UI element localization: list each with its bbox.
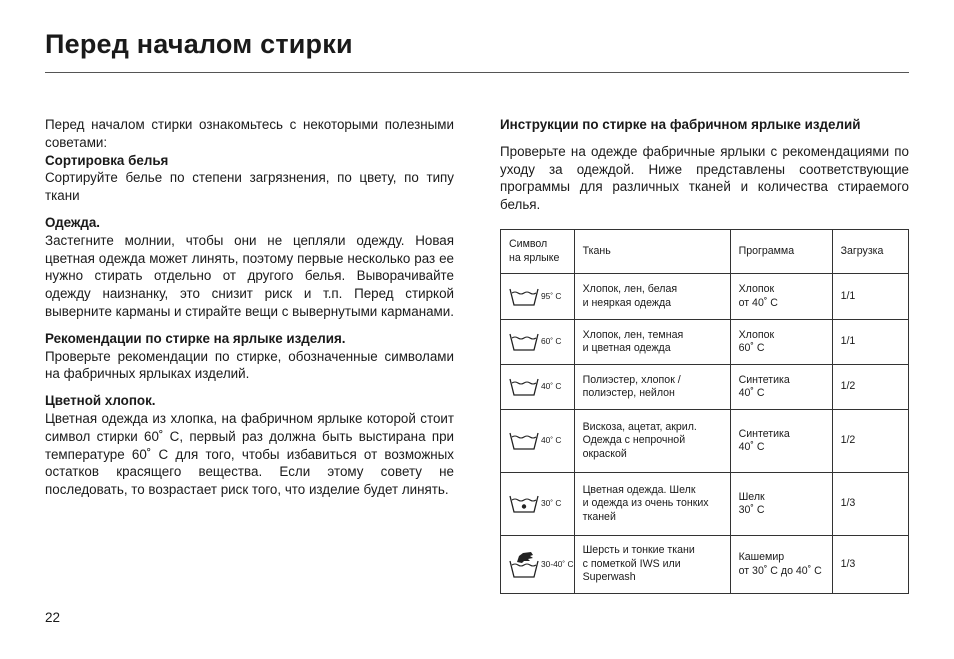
wash-tub-dot-icon	[509, 495, 539, 513]
section-label-recommendations	[45, 330, 454, 383]
fabric-cell: Шерсть и тонкие ткани с пометкой IWS или Superwash	[574, 536, 730, 594]
column-header-fabric: Ткань	[574, 230, 730, 274]
temperature-label: 30-40˚ C	[541, 558, 574, 569]
intro-text: Перед началом стирки ознакомьтесь с некоторыми полезными советами:	[45, 117, 454, 150]
program-cell: Хлопок 60˚ С	[730, 320, 832, 365]
section-text: Сортируйте белье по степени загрязнения, по цвету, по типу ткани	[45, 170, 454, 204]
load-cell: 1/3	[832, 473, 908, 536]
table-row	[501, 536, 909, 594]
program-cell: Хлопок от 40˚ С	[730, 274, 832, 320]
symbol-cell	[501, 536, 575, 594]
temperature-label: 40˚ C	[541, 381, 562, 392]
fabric-cell: Вискоза, ацетат, акрил. Одежда с непрочной окраской	[574, 410, 730, 473]
program-cell: Шелк 30˚ С	[730, 473, 832, 536]
program-cell: Синтетика 40˚ С	[730, 410, 832, 473]
table-row	[501, 320, 909, 365]
right-column	[500, 116, 909, 214]
table-row	[501, 410, 909, 473]
load-cell: 1/1	[832, 320, 908, 365]
page-number: 22	[45, 610, 61, 625]
instructions-text: Проверьте на одежде фабричные ярлыки с рекомендациями по уходу за одеждой. Ниже представлены соответствующие программы для различных тканей и количества стираемого белья.	[500, 143, 909, 213]
wash-tub-icon	[509, 288, 539, 306]
section-colored-cotton	[45, 392, 454, 499]
section-sorting	[45, 152, 454, 205]
page-title: Перед началом стирки	[45, 29, 353, 59]
section-heading: Цветной хлопок.	[45, 393, 156, 409]
symbol-cell	[501, 365, 575, 410]
section-text: Цветная одежда из хлопка, на фабричном ярлыке которой стоит символ стирки 60˚ С, первый раз должна быть выстирана при температуре 60˚ С для того, чтобы избавиться от возможных остатков красящего вещества. Если этому совету не последовать, то возрастает риск того, что изделие будет линять.	[45, 410, 454, 498]
left-column	[45, 116, 454, 508]
hand-wash-icon	[509, 552, 539, 578]
section-heading: Сортировка белья	[45, 152, 169, 168]
section-text: Проверьте рекомендации по стирке, обозначенные символами на фабричных ярлыках изделий.	[45, 348, 454, 382]
table-row	[501, 274, 909, 320]
load-cell: 1/2	[832, 365, 908, 410]
section-text: Застегните молнии, чтобы они не цепляли одежду. Новая цветная одежда может линять, поэтому первые несколько раз ее нужно стирать отдельно от другого белья. Выворачивайте одежду наизнанку, это снизит риск и т.п. Перед стиркой выверните карманы и стирайте вещи с вывернутыми карманами.	[45, 232, 454, 319]
table-row	[501, 365, 909, 410]
column-header-program: Программа	[730, 230, 832, 274]
table-row	[501, 473, 909, 536]
symbol-cell	[501, 320, 575, 365]
symbol-cell	[501, 473, 575, 536]
section-heading: Одежда.	[45, 214, 101, 230]
wash-tub-icon	[509, 432, 539, 450]
symbol-cell	[501, 274, 575, 320]
temperature-label: 30˚ C	[541, 498, 562, 509]
load-cell: 1/3	[832, 536, 908, 594]
section-heading: Рекомендации по стирке на ярлыке изделия.	[45, 330, 346, 346]
title-divider	[45, 72, 909, 73]
table-header-row	[501, 230, 909, 274]
column-header-load: Загрузка	[832, 230, 908, 274]
instructions-heading: Инструкции по стирке на фабричном ярлыке изделий	[500, 117, 861, 132]
fabric-cell: Полиэстер, хлопок / полиэстер, нейлон	[574, 365, 730, 410]
section-clothing	[45, 214, 454, 321]
load-cell: 1/1	[832, 274, 908, 320]
fabric-cell: Цветная одежда. Шелк и одежда из очень тонких тканей	[574, 473, 730, 536]
temperature-label: 40˚ C	[541, 435, 562, 446]
fabric-cell: Хлопок, лен, темная и цветная одежда	[574, 320, 730, 365]
care-label-table	[500, 229, 909, 594]
program-cell: Синтетика 40˚ С	[730, 365, 832, 410]
symbol-cell	[501, 410, 575, 473]
temperature-label: 60˚ C	[541, 336, 562, 347]
column-header-symbol: Символ на ярлыке	[501, 230, 575, 274]
load-cell: 1/2	[832, 410, 908, 473]
temperature-label: 95˚ C	[541, 290, 562, 301]
wash-tub-icon	[509, 378, 539, 396]
fabric-cell: Хлопок, лен, белая и неяркая одежда	[574, 274, 730, 320]
wash-tub-icon	[509, 333, 539, 351]
program-cell: Кашемир от 30˚ С до 40˚ С	[730, 536, 832, 594]
